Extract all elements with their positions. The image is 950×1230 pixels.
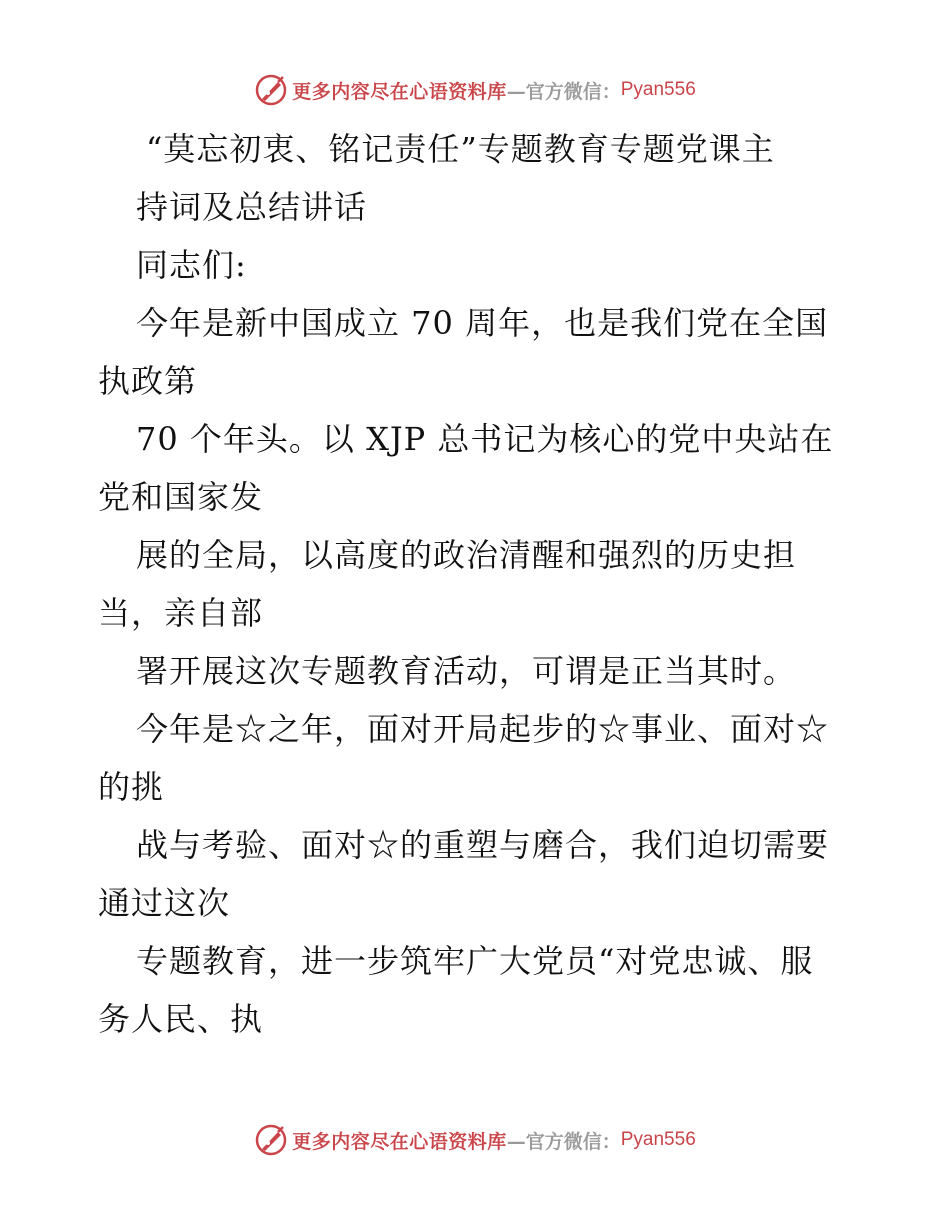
wechat-id: Pyan556 [620, 1129, 696, 1150]
promo-text: 更多内容尽在心语资料库 [292, 1130, 507, 1153]
quill-logo-icon [254, 1123, 288, 1157]
paragraph-line: 持词及总结讲话 [136, 188, 368, 226]
quill-logo-icon [254, 73, 288, 107]
document-title-line: “莫忘初衷、铭记责任”专题教育专题党课主 [146, 130, 775, 168]
paragraph-line: 署开展这次专题教育活动，可谓是正当其时。 [136, 652, 797, 690]
paragraph-line: 今年是新中国成立 70 周年，也是我们党在全国 [136, 304, 829, 342]
paragraph-line: 同志们: [136, 246, 247, 284]
paragraph-line: 专题教育，进一步筑牢广大党员“对党忠诚、服 [136, 942, 814, 980]
header-watermark-banner [0, 70, 950, 110]
paragraph-line: 今年是☆之年，面对开局起步的☆事业、面对☆ [136, 710, 830, 748]
paragraph-line: 展的全局，以高度的政治清醒和强烈的历史担 [136, 536, 797, 574]
paragraph-line: 执政第 [98, 362, 198, 400]
footer-watermark-banner [0, 1120, 950, 1160]
promo-text: 更多内容尽在心语资料库 [292, 80, 507, 103]
wechat-id: Pyan556 [620, 79, 696, 100]
dash-text: —官方微信： [506, 80, 621, 103]
paragraph-line: 当，亲自部 [98, 594, 264, 632]
paragraph-line: 的挑 [98, 768, 165, 806]
paragraph-line: 务人民、执 [98, 1000, 264, 1038]
paragraph-line: 通过这次 [98, 884, 231, 922]
paragraph-line: 战与考验、面对☆的重塑与磨合，我们迫切需要 [136, 826, 830, 864]
paragraph-line: 党和国家发 [98, 478, 264, 516]
dash-text: —官方微信： [506, 1130, 621, 1153]
paragraph-line: 70 个年头。以 XJP 总书记为核心的党中央站在 [136, 420, 834, 458]
document-body [98, 120, 858, 1048]
